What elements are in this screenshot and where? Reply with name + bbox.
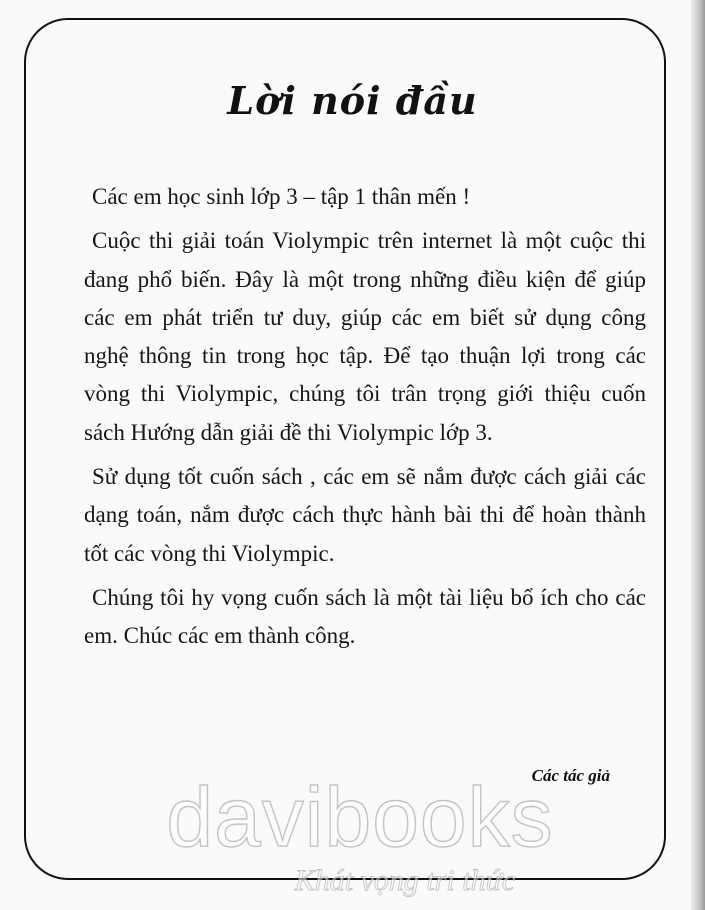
paragraph-closing: Chúng tôi hy vọng cuốn sách là một tài liệu bổ ích cho các em. Chúc các em thành công. [84,584,646,649]
preface-body [84,178,646,662]
author-signature: Các tác giả [531,766,610,785]
watermark-brand: davibooks [166,770,554,864]
paragraph-intro: Cuộc thi giải toán Violympic trên internet là một cuộc thi đang phổ biến. Đây là một trong những điều kiện để giúp các em phát triển tư duy, giúp các em biết sử dụng công nghệ thông tin trong học tập. Để tạo thuận lợi trong các vòng thi Violympic, chúng tôi trân trọng giới thiệu cuốn sách Hướng dẫn giải đề thi Violympic lớp 3. [84,228,646,445]
page-title: Lời nói đầu [227,78,478,123]
page-edge-shadow [691,0,705,910]
watermark-slogan: Khát vọng tri thức [294,864,516,897]
paragraph-usage: Sử dụng tốt cuốn sách , các em sẽ nắm được cách giải các dạng toán, nắm được cách thực hành bài thi để hoàn thành tốt các vòng thi Violympic. [84,464,646,566]
paragraph-greeting: Các em học sinh lớp 3 – tập 1 thân mến ! [92,184,471,209]
